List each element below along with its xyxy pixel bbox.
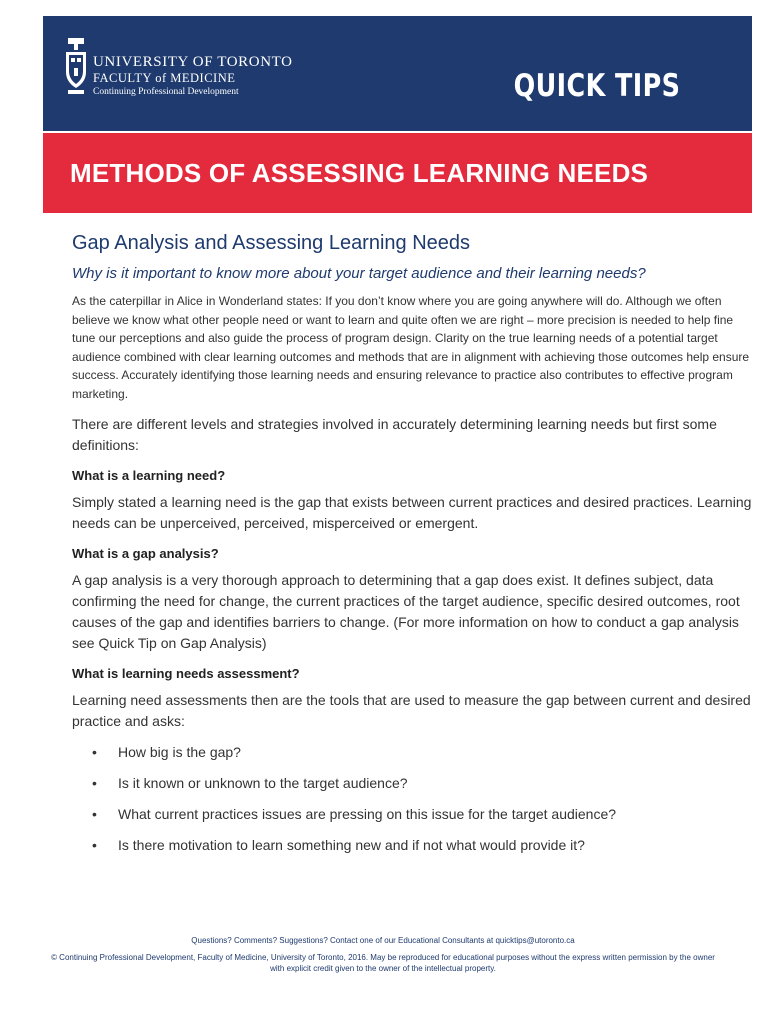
- page-title: METHODS OF ASSESSING LEARNING NEEDS: [70, 158, 649, 188]
- footer-contact: Questions? Comments? Suggestions? Contact one of our Educational Consultants at quicktips@utoronto.ca: [191, 936, 575, 945]
- question-needs-assessment: What is learning needs assessment?: [72, 665, 300, 681]
- answer-gap-analysis: A gap analysis is a very thorough approach to determining that a gap does exist. It defines subject, data confirming the need for change, the current practices of the target audience, specific desired outcomes, root causes of the gap and identifies barriers to change. (For more information on how to conduct a gap analysis see Quick Tip on Gap Analysis): [72, 571, 740, 651]
- list-item: • What current practices issues are pressing on this issue for the target audience?: [72, 804, 752, 824]
- question-gap-analysis: What is a gap analysis?: [72, 545, 219, 561]
- top-margin: [0, 0, 768, 16]
- list-item: • Is it known or unknown to the target audience?: [72, 773, 752, 793]
- answer-learning-need: Simply stated a learning need is the gap that exists between current practices and desired practices. Learning needs can be unperceived, perceived, misperceived or emergent.: [72, 493, 752, 531]
- answer-needs-assessment: Learning need assessments then are the tools that are used to measure the gap between current and desired practice and asks:: [72, 691, 751, 729]
- faculty-name: FACULTY of MEDICINE: [93, 71, 236, 85]
- list-item: • How big is the gap?: [72, 742, 752, 762]
- subtitle-question: Why is it important to know more about your target audience and their learning needs?: [72, 265, 646, 282]
- main-content: [72, 232, 752, 866]
- intro-paragraph: As the caterpillar in Alice in Wonderland states: If you don’t know where you are going anywhere will do. Although we often believe we know what other people need or want to learn and quite often we are right – more precision is needed to help fine tune our perceptions and also guide the process of program design. Clarity on the true learning needs of a potential target audience combined with clear learning outcomes and methods that are in alignment with achieving those outcomes help ensure success. Accurately identifying those learning needs and ensuring relevance to practice also contributes to effective program marketing.: [72, 294, 750, 401]
- university-name: UNIVERSITY OF TORONTO: [93, 54, 293, 70]
- department-name: Continuing Professional Development: [93, 87, 239, 97]
- university-crest-icon: [65, 38, 87, 96]
- header-banner: [43, 16, 752, 131]
- question-learning-need: What is a learning need?: [72, 467, 226, 483]
- footer: [43, 935, 723, 974]
- levels-paragraph: There are different levels and strategies involved in accurately determining learning needs but first some definitions:: [72, 415, 717, 453]
- university-wordmark: [93, 54, 293, 99]
- assessment-questions-list: [72, 742, 752, 855]
- title-banner: [43, 133, 752, 213]
- section-title: Gap Analysis and Assessing Learning Needs: [72, 232, 471, 254]
- list-item: • Is there motivation to learn something new and if not what would provide it?: [72, 835, 752, 855]
- quick-tips-badge: QUICK TIPS: [513, 68, 680, 104]
- footer-copyright: © Continuing Professional Development, Faculty of Medicine, University of Toronto, 2016. May be reproduced for educational purposes without the express written permission by the owner with explicit credit given to the owner of the intellectual property.: [51, 953, 715, 973]
